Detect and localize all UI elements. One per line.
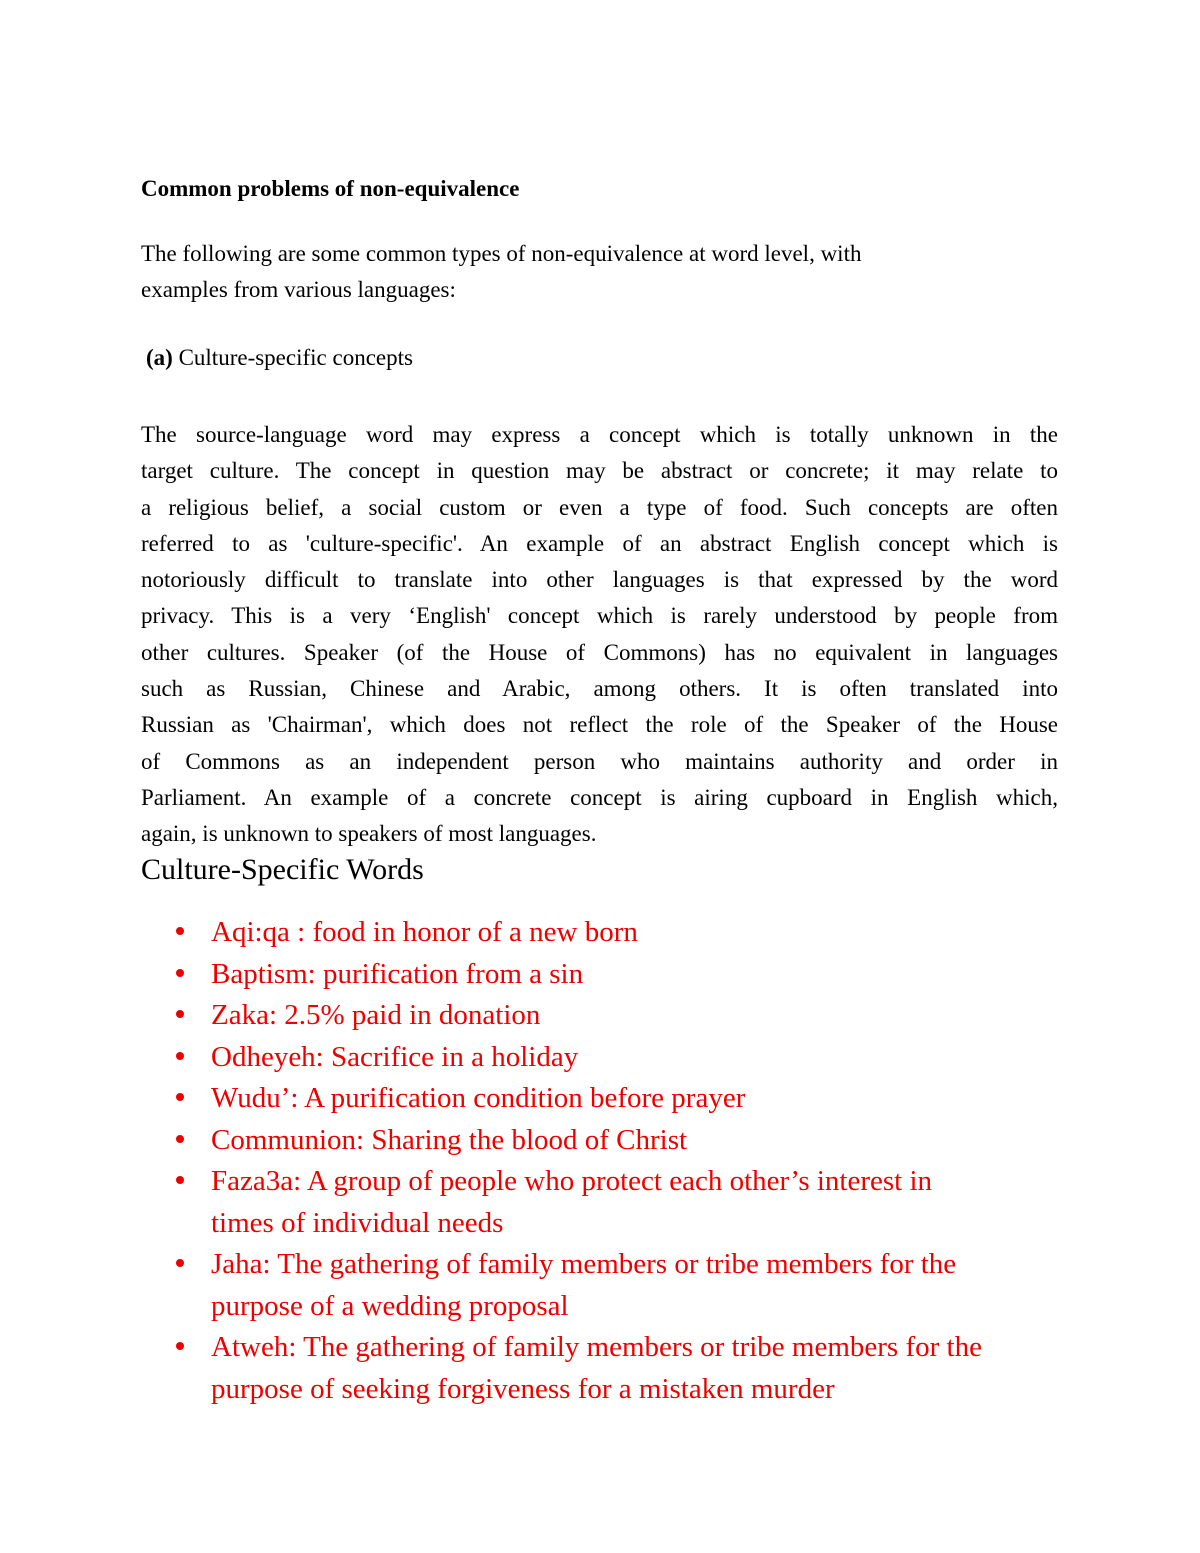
page-heading: Common problems of non-equivalence — [141, 176, 520, 201]
list-item-text: Baptism: purification from a sin — [211, 957, 584, 990]
paragraph-line: referred to as 'culture-specific'. An example of an abstract English concept which is — [141, 530, 1058, 556]
bullet-icon — [176, 1010, 184, 1018]
body-paragraph — [141, 417, 1058, 853]
list-item-text: Communion: Sharing the blood of Christ — [211, 1123, 688, 1156]
list-item-text: Odheyeh: Sacrifice in a holiday — [211, 1040, 579, 1073]
list-item — [141, 1161, 1081, 1244]
subsection-title: Culture-specific concepts — [178, 345, 413, 370]
paragraph-line: target culture. The concept in question may be abstract or concrete; it may relate to — [141, 458, 1058, 484]
paragraph-line: such as Russian, Chinese and Arabic, among others. It is often translated into — [141, 676, 1058, 702]
list-item — [141, 995, 1081, 1037]
paragraph-line: of Commons as an independent person who maintains authority and order in — [141, 748, 1058, 774]
list-item-text: Faza3a: A group of people who protect each other’s interest in — [211, 1165, 933, 1197]
bullet-icon — [176, 1052, 184, 1060]
paragraph-line: Russian as 'Chairman', which does not reflect the role of the Speaker of the House — [141, 712, 1058, 738]
intro-line: The following are some common types of non-equivalence at word level, with — [141, 241, 862, 266]
list-item-text: Zaka: 2.5% paid in donation — [211, 999, 541, 1031]
list-item — [141, 1120, 1081, 1162]
paragraph-line: Parliament. An example of a concrete concept is airing cupboard in English which, — [141, 784, 1058, 810]
list-item-text: Atweh: The gathering of family members or tribe members for the — [211, 1331, 982, 1363]
list-item-text: Wudu’: A purification condition before prayer — [211, 1082, 746, 1114]
list-item — [141, 912, 1081, 954]
list-item — [141, 1327, 1081, 1410]
bullet-icon — [176, 969, 184, 977]
subsection-label: (a) — [146, 345, 173, 370]
list-item — [141, 1078, 1081, 1120]
bullet-icon — [176, 1176, 184, 1184]
intro-paragraph — [141, 236, 1071, 308]
list-item — [141, 1037, 1081, 1079]
intro-line: examples from various languages: — [141, 277, 456, 302]
section-title: Culture-Specific Words — [141, 853, 424, 886]
bullet-icon — [176, 1259, 184, 1267]
paragraph-line: notoriously difficult to translate into other languages is that expressed by the word — [141, 567, 1058, 593]
bullet-icon — [176, 1135, 184, 1143]
culture-words-list — [141, 912, 1081, 1410]
paragraph-line: The source-language word may express a concept which is totally unknown in the — [141, 422, 1058, 447]
paragraph-line: privacy. This is a very ‘English' concept which is rarely understood by people from — [141, 603, 1058, 629]
list-item-text-continued: purpose of seeking forgiveness for a mistaken murder — [211, 1372, 835, 1405]
bullet-icon — [176, 1093, 184, 1101]
subsection-heading — [146, 345, 413, 371]
paragraph-line: again, is unknown to speakers of most languages. — [141, 821, 597, 847]
list-item — [141, 1244, 1081, 1327]
list-item-text: Aqi:qa : food in honor of a new born — [211, 916, 638, 948]
bullet-icon — [176, 1342, 184, 1350]
list-item-text-continued: times of individual needs — [211, 1206, 504, 1239]
list-item-text-continued: purpose of a wedding proposal — [211, 1289, 569, 1322]
paragraph-line: a religious belief, a social custom or even a type of food. Such concepts are often — [141, 494, 1058, 520]
bullet-icon — [176, 927, 184, 935]
list-item-text: Jaha: The gathering of family members or tribe members for the — [211, 1248, 957, 1280]
paragraph-line: other cultures. Speaker (of the House of Commons) has no equivalent in languages — [141, 639, 1058, 665]
list-item — [141, 954, 1081, 996]
